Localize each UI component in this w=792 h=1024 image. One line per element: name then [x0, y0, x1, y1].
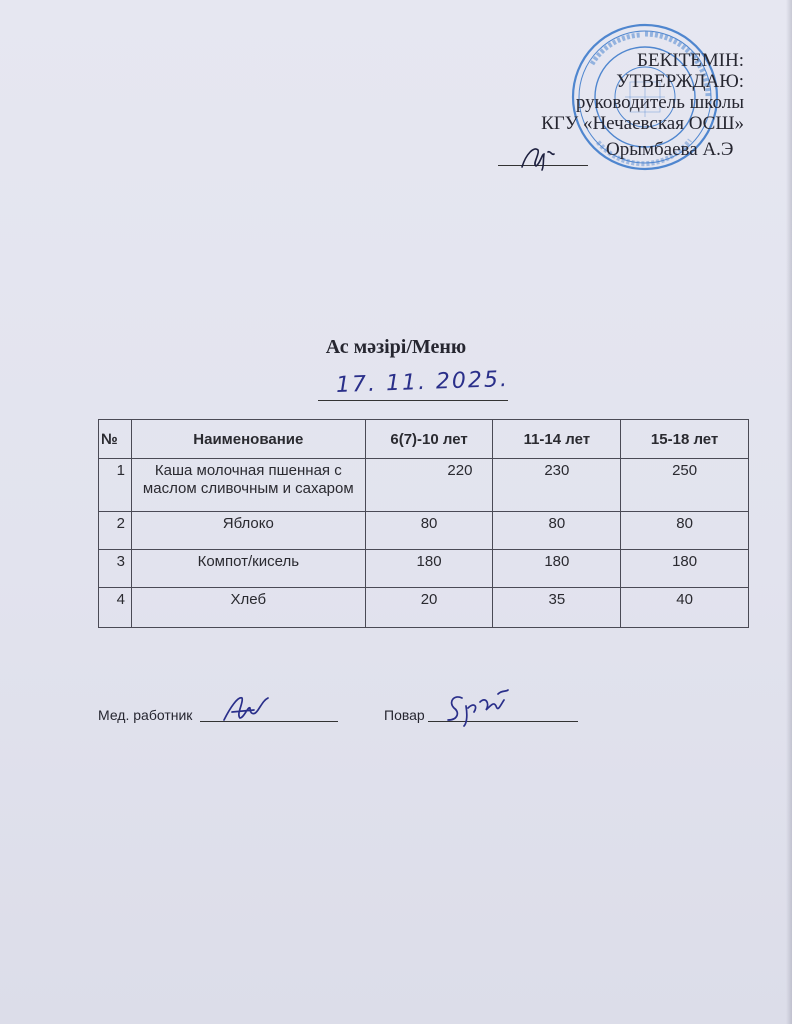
- row-number: 3: [99, 550, 132, 588]
- approval-russian: УТВЕРЖДАЮ:: [616, 71, 744, 92]
- director-signature-icon: [496, 140, 592, 174]
- table-row: [99, 512, 749, 550]
- approval-position: руководитель школы: [575, 92, 744, 113]
- portion-age-6-10: 180: [365, 550, 493, 588]
- portion-age-15-18: 40: [621, 588, 749, 628]
- dish-name: Яблоко: [131, 512, 365, 550]
- date-underline: [318, 400, 508, 401]
- header-number: №: [99, 420, 132, 459]
- page-edge-shadow: [786, 0, 792, 1024]
- portion-age-15-18: 250: [621, 459, 749, 512]
- table-row: [99, 588, 749, 628]
- header-age-15-18: 15-18 лет: [621, 420, 749, 459]
- cook-label: Повар: [384, 707, 425, 723]
- portion-age-15-18: 80: [621, 512, 749, 550]
- portion-age-11-14: 35: [493, 588, 621, 628]
- row-number: 1: [99, 459, 132, 512]
- portion-age-15-18: 180: [621, 550, 749, 588]
- table-row: [99, 459, 749, 512]
- director-name: Орымбаева А.Э: [606, 139, 734, 160]
- portion-age-6-10: 80: [365, 512, 493, 550]
- portion-age-6-10: 20: [365, 588, 493, 628]
- menu-table: [98, 419, 749, 628]
- approval-block: [541, 50, 744, 134]
- approval-organization: КГУ «Нечаевская ОСШ»: [541, 113, 744, 134]
- dish-name: Каша молочная пшенная с маслом сливочным и сахаром: [131, 459, 365, 512]
- portion-age-11-14: 180: [493, 550, 621, 588]
- medic-label: Мед. работник: [98, 707, 193, 723]
- table-row: [99, 550, 749, 588]
- dish-name: Компот/кисель: [131, 550, 365, 588]
- page-title: Ас мәзірі/Меню: [325, 336, 467, 358]
- portion-age-11-14: 230: [493, 459, 621, 512]
- row-number: 4: [99, 588, 132, 628]
- approval-kazakh: БЕКІТЕМІН:: [637, 50, 744, 71]
- header-age-11-14: 11-14 лет: [493, 420, 621, 459]
- header-name: Наименование: [131, 420, 365, 459]
- cook-signature-icon: [440, 684, 520, 728]
- row-number: 2: [99, 512, 132, 550]
- handwritten-date: 17. 11. 2025.: [335, 366, 510, 399]
- portion-age-11-14: 80: [493, 512, 621, 550]
- header-age-6-10: 6(7)-10 лет: [365, 420, 493, 459]
- dish-name: Хлеб: [131, 588, 365, 628]
- portion-age-6-10: 220: [365, 459, 493, 512]
- medic-signature-icon: [214, 690, 284, 726]
- table-header-row: [99, 420, 749, 459]
